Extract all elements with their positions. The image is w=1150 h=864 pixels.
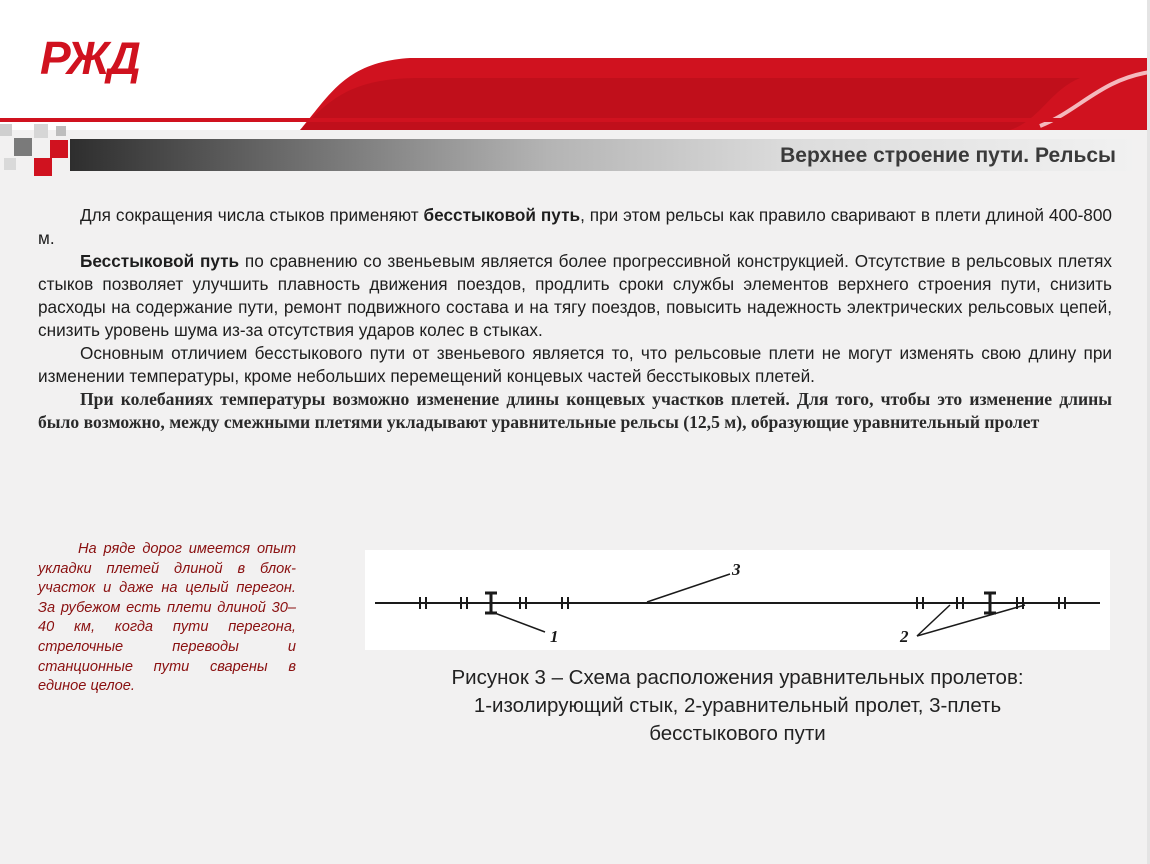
- paragraph-3: Основным отличием бесстыкового пути от звеньевого является то, что рельсовые плети не могут изменять свою длину при изменении температуры, кроме небольших перемещений концевых частей бесстыковых плетей.: [38, 343, 1112, 386]
- label-1: 1: [550, 627, 559, 646]
- figure-diagram: [365, 550, 1110, 650]
- caption-line-2: 1-изолирующий стык, 2-уравнительный пролет, 3-плеть: [473, 694, 1002, 717]
- figure-caption: [365, 664, 1110, 748]
- slide-title: Верхнее строение пути. Рельсы: [780, 144, 1116, 167]
- p1-text-a: Для сокращения числа стыков применяют: [80, 205, 424, 225]
- paragraph-1: [38, 204, 1112, 250]
- track-scheme-svg: [365, 550, 1110, 650]
- p1-bold-term: бесстыковой путь: [423, 205, 581, 225]
- label-2: 2: [900, 627, 909, 646]
- decorative-squares: [0, 124, 80, 186]
- header-red-swoosh: [0, 0, 1150, 130]
- paragraph-2: [38, 250, 1112, 342]
- p2-text: по сравнению со звеньевым является более прогрессивной конструкцией. Отсутствие в рельсовых плетях стыков позволяет улучшить плавность движения поездов, продлить сроки службы элементов верхнего строения пути, снизить расходы на содержание пути, ремонт подвижного состава и на тягу поездов, повысить надежность электрических рельсовых цепей, снизить уровень шума из-за отсутствия ударов колес в стыках.: [38, 251, 1112, 340]
- caption-line-1: Рисунок 3 – Схема расположения уравнительных пролетов:: [451, 666, 1024, 689]
- main-text: [38, 204, 1112, 434]
- p1-text-c: , при этом рельсы как правило сваривают в плети длиной 400-800 м.: [38, 205, 1112, 248]
- paragraph-4: При колебаниях температуры возможно изменение длины концевых участков плетей. Для того, чтобы это изменение длины было возможно, между смежными плетями укладывают уравнительные рельсы (12,5 м), образующие уравнительный пролет: [38, 389, 1112, 432]
- side-note: На ряде дорог имеется опыт укладки плетей длиной в блок-участок и даже на целый перегон. За рубежом есть плети длиной 30–40 км, когда пути перегона, стрелочные переводы и станционные пути сварены в единое целое.: [38, 541, 296, 695]
- logo-text: РЖД: [40, 32, 139, 84]
- leader-1: [492, 612, 545, 632]
- p2-bold-term: Бесстыковой путь: [80, 251, 240, 271]
- caption-line-3: бесстыкового пути: [649, 722, 826, 745]
- leader-3: [647, 574, 730, 602]
- label-3: 3: [732, 560, 741, 579]
- rzd-logo: [38, 30, 156, 84]
